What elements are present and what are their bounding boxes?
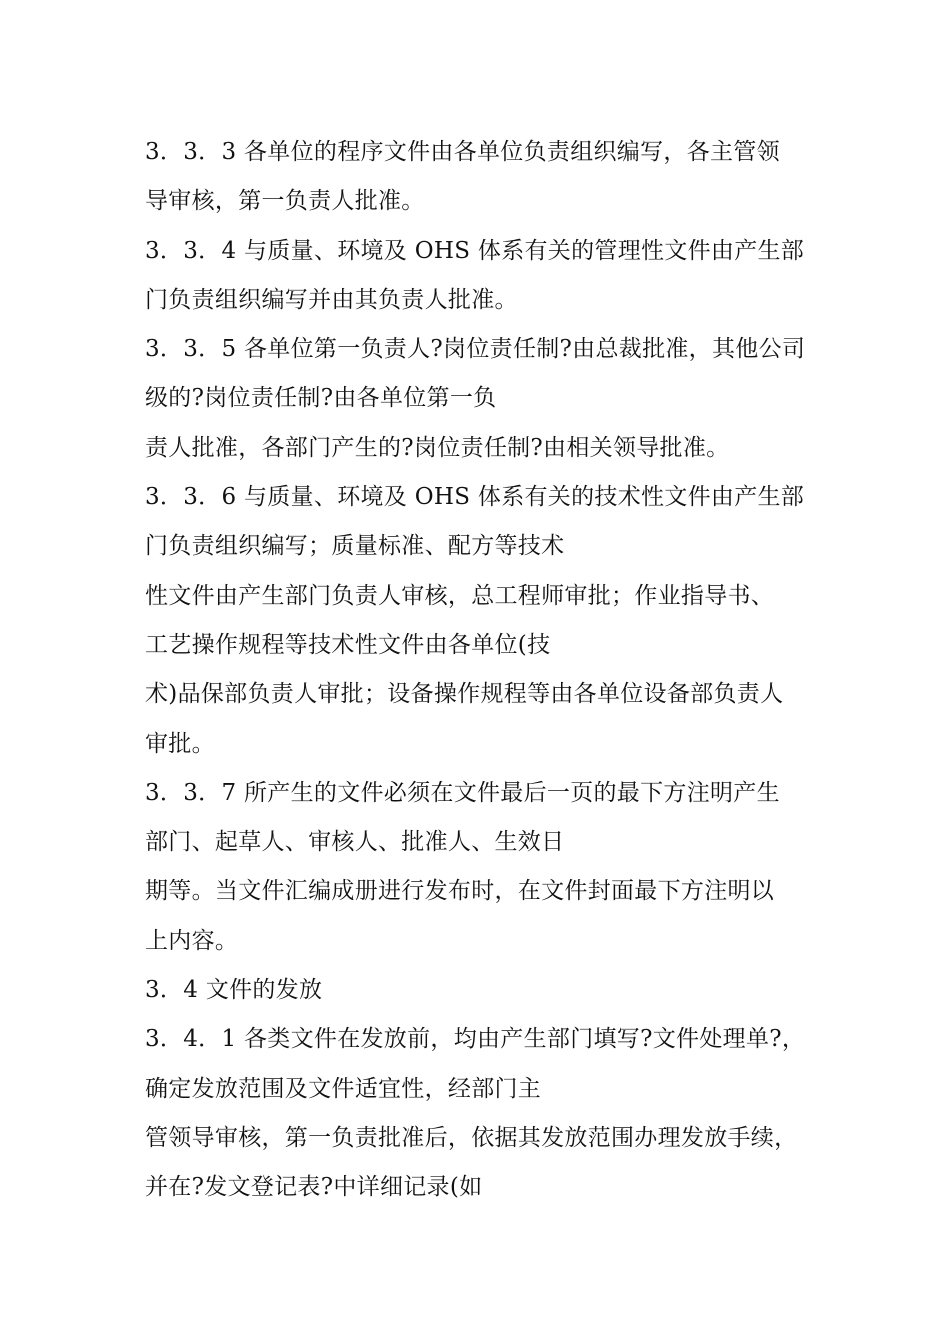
- text-line: 3．3．7 所产生的文件必须在文件最后一页的最下方注明产生: [145, 779, 780, 806]
- text-line: 3．3．3 各单位的程序文件由各单位负责组织编写，各主管领: [145, 139, 780, 165]
- text-line: 审批。: [145, 730, 215, 757]
- text-line: 部门、起草人、审核人、批准人、生效日: [145, 829, 565, 856]
- text-line: 确定发放范围及文件适宜性，经部门主: [145, 1075, 542, 1102]
- text-line: 3．4．1 各类文件在发放前，均由产生部门填写?文件处理单?，: [145, 1026, 806, 1053]
- text-line: 3．3．5 各单位第一负责人?岗位责任制?由总裁批准，其他公司: [145, 336, 806, 363]
- text-line: 门负责组织编写并由其负责人批准。: [145, 286, 518, 313]
- text-line: 导审核，第一负责人批准。: [145, 188, 425, 215]
- text-line: 门负责组织编写；质量标准、配方等技术: [145, 533, 565, 560]
- document-body: [145, 128, 845, 1213]
- text-line: 级的?岗位责任制?由各单位第一负: [145, 385, 497, 412]
- text-line: 术)品保部负责人审批；设备操作规程等由各单位设备部负责人: [145, 681, 784, 708]
- text-line: 责人批准，各部门产生的?岗位责任制?由相关领导批准。: [145, 434, 730, 461]
- text-line: 性文件由产生部门负责人审核，总工程师审批；作业指导书、: [145, 582, 775, 609]
- text-line: 上内容。: [145, 927, 239, 954]
- text-line: 管领导审核，第一负责批准后，依据其发放范围办理发放手续，: [145, 1124, 798, 1151]
- text-line: 工艺操作规程等技术性文件由各单位(技: [145, 631, 551, 658]
- text-line: 3．3．4 与质量、环境及 OHS 体系有关的管理性文件由产生部: [145, 237, 805, 264]
- text-line: 并在?发文登记表?中详细记录(如: [145, 1174, 483, 1201]
- section-heading: 3．4 文件的发放: [145, 977, 323, 1004]
- text-line: 期等。当文件汇编成册进行发布时，在文件封面最下方注明以: [145, 878, 775, 905]
- text-line: 3．3．6 与质量、环境及 OHS 体系有关的技术性文件由产生部: [145, 484, 805, 511]
